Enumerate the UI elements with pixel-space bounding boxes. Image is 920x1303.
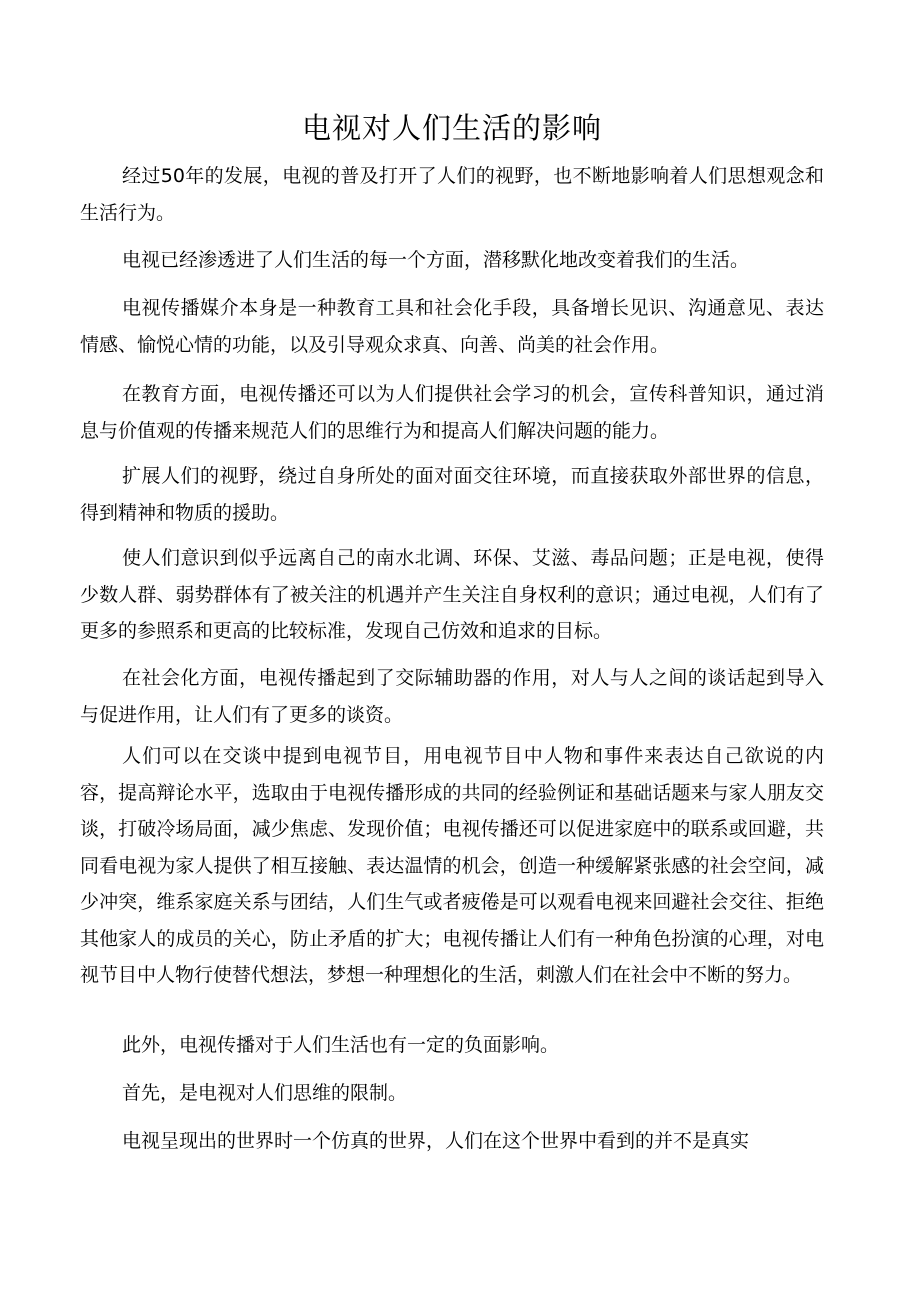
paragraph: 首先，是电视对人们思维的限制。 bbox=[122, 1082, 408, 1104]
paragraph: 此外，电视传播对于人们生活也有一定的负面影响。 bbox=[122, 1034, 560, 1056]
paragraph: 扩展人们的视野，绕过自身所处的面对面交往环境，而直接获取外部世界的信息，得到精神和物质的援助。 bbox=[80, 465, 824, 524]
paragraph: 电视传播媒介本身是一种教育工具和社会化手段，具备增长见识、沟通意见、表达情感、愉悦心情的功能，以及引导观众求真、向善、尚美的社会作用。 bbox=[80, 297, 824, 356]
document-title: 电视对人们生活的影响 bbox=[301, 111, 602, 145]
paragraph: 人们可以在交谈中提到电视节目，用电视节目中人物和事件来表达自己欲说的内容，提高辩论水平，选取由于电视传播形成的共同的经验例证和基础话题来与家人朋友交谈，打破冷场局面，减少焦虑、发现价值；电视传播还可以促进家庭中的联系或回避，共同看电视为家人提供了相互接触、表达温情的机会，创造一种缓解紧张感的社会空间，减少冲突，维系家庭关系与团结，人们生气或者疲倦是可以观看电视来回避社会交往、拒绝其他家人的成员的关心，防止矛盾的扩大；电视传播让人们有一种角色扮演的心理，对电视节目中人物行使替代想法，梦想一种理想化的生活，刺激人们在社会中不断的努力。 bbox=[80, 745, 824, 986]
paragraph: 电视呈现出的世界时一个仿真的世界，人们在这个世界中看到的并不是真实 bbox=[122, 1130, 750, 1152]
paragraph: 在社会化方面，电视传播起到了交际辅助器的作用，对人与人之间的谈话起到导入与促进作用，让人们有了更多的谈资。 bbox=[80, 667, 824, 726]
paragraph: 在教育方面，电视传播还可以为人们提供社会学习的机会，宣传科普知识，通过消息与价值观的传播来规范人们的思维行为和提高人们解决问题的能力。 bbox=[80, 383, 824, 442]
paragraph: 电视已经渗透进了人们生活的每一个方面，潜移默化地改变着我们的生活。 bbox=[122, 249, 750, 271]
paragraph: 经过50年的发展，电视的普及打开了人们的视野，也不断地影响着人们思想观念和生活行为。 bbox=[80, 165, 824, 224]
paragraph: 使人们意识到似乎远离自己的南水北调、环保、艾滋、毒品问题；正是电视，使得少数人群、弱势群体有了被关注的机遇并产生关注自身权利的意识；通过电视，人们有了更多的参照系和更高的比较标准，发现自己仿效和追求的目标。 bbox=[80, 547, 824, 642]
